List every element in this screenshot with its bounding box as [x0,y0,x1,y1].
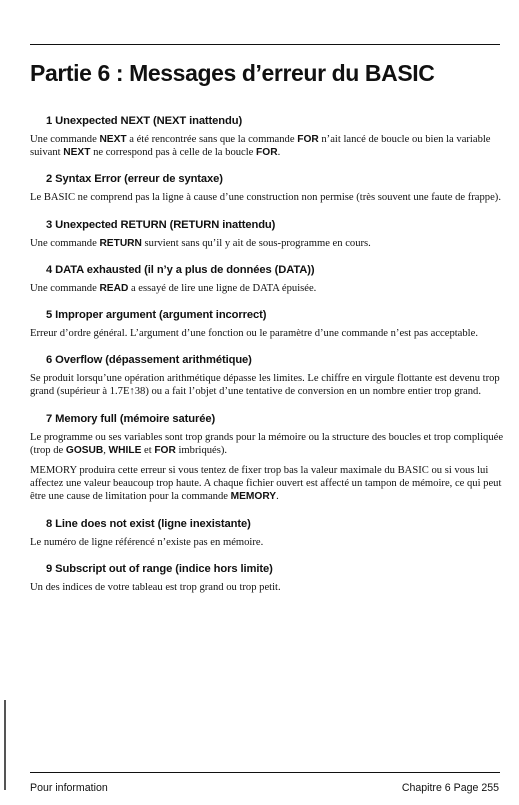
text-run: survient sans qu’il y ait de sous-programme en cours. [141,237,371,249]
text-run: Une commande [30,134,100,145]
error-heading: 2 Syntax Error (erreur de syntaxe) [46,173,223,186]
text-run: . [277,147,281,159]
error-section [30,218,504,250]
text-run: Un des indices de votre tableau est trop grand ou trop petit. [30,581,281,593]
text-run: Se produit lorsqu’une opération arithmétique dépasse les limites. Le chiffre en virgule flottante est devenu trop grand (supérieur à 1.7E↑38) ou a fait l’objet d’une tentative de conversion en un nombre entier trop grand. [30,373,500,398]
text-run: MEMORY produira cette erreur si vous tentez de fixer trop bas la valeur maximale du BASIC ou si vous lui affectez une valeur beaucoup trop haute. A chaque fichier ouvert est affecté un tampon de mémoire, ce qui peut être une cause de limitation pour la commande [30,465,502,503]
error-heading: 1 Unexpected NEXT (NEXT inattendu) [46,115,243,127]
text-run: . [276,491,279,503]
error-heading: 6 Overflow (dépassement arithmétique) [46,354,252,367]
text-run: , [103,444,109,456]
footer-section-label: Pour information [30,782,108,794]
error-description [30,431,504,457]
text-run: imbriqués). [175,444,228,456]
error-section [30,517,504,549]
text-run: n’ait lancé de boucle ou bien la variable suivant [30,134,491,159]
text-run: Le BASIC ne comprend pas la ligne à cause d’une construction non permise (très souvent une faute de frappe). [30,192,501,204]
error-description [30,133,504,159]
text-run: Erreur d’ordre général. L’argument d’une fonction ou le paramètre d’une commande n’est pas acceptable. [30,328,478,340]
error-description [30,372,504,398]
text-run: a été rencontrée sans que la commande [126,134,298,145]
text-run: Une commande [30,237,100,249]
error-heading: 4 DATA exhausted (il n’y a plus de données (DATA)) [46,263,315,276]
error-description [30,237,504,250]
error-heading: 9 Subscript out of range (indice hors limite) [46,562,273,575]
text-run: Le programme ou ses variables sont trop grands pour la mémoire ou la structure des boucles et trop compliquée (trop de [30,431,504,456]
keyword: READ [99,282,129,294]
error-section [30,172,504,204]
bottom-rule [30,772,500,773]
keyword: FOR [256,147,278,159]
text-run: et [141,444,155,456]
error-description [30,536,504,549]
top-rule [30,44,500,45]
keyword: WHILE [108,444,142,456]
keyword: MEMORY [230,491,277,503]
text-run: Le numéro de ligne référencé n’existe pas en mémoire. [30,536,264,548]
text-run: a essayé de lire une ligne de DATA épuisée. [128,282,317,294]
keyword: GOSUB [65,444,104,456]
error-heading: 7 Memory full (mémoire saturée) [46,412,216,425]
error-section [30,412,504,504]
keyword: RETURN [99,237,142,249]
error-description [30,191,504,204]
error-description [30,581,504,594]
footer-page-number: Chapitre 6 Page 255 [401,782,499,794]
keyword: FOR [154,444,176,456]
page-title: Partie 6 : Messages d’erreur du BASIC [30,60,435,86]
error-section [30,308,504,340]
keyword: NEXT [63,147,91,159]
error-heading: 3 Unexpected RETURN (RETURN inattendu) [46,218,276,231]
error-description [30,282,504,295]
error-messages-list [30,114,504,594]
error-heading: 5 Improper argument (argument incorrect) [46,309,267,322]
keyword: NEXT [99,134,127,145]
error-section [30,353,504,398]
error-section [30,562,504,594]
error-description [30,327,504,340]
error-heading: 8 Line does not exist (ligne inexistante) [46,517,251,530]
keyword: FOR [297,134,319,145]
error-description [30,464,504,504]
error-section [30,263,504,295]
margin-mark [4,700,6,790]
text-run: Une commande [30,282,100,294]
text-run: ne correspond pas à celle de la boucle [90,147,257,159]
error-section [30,114,504,159]
